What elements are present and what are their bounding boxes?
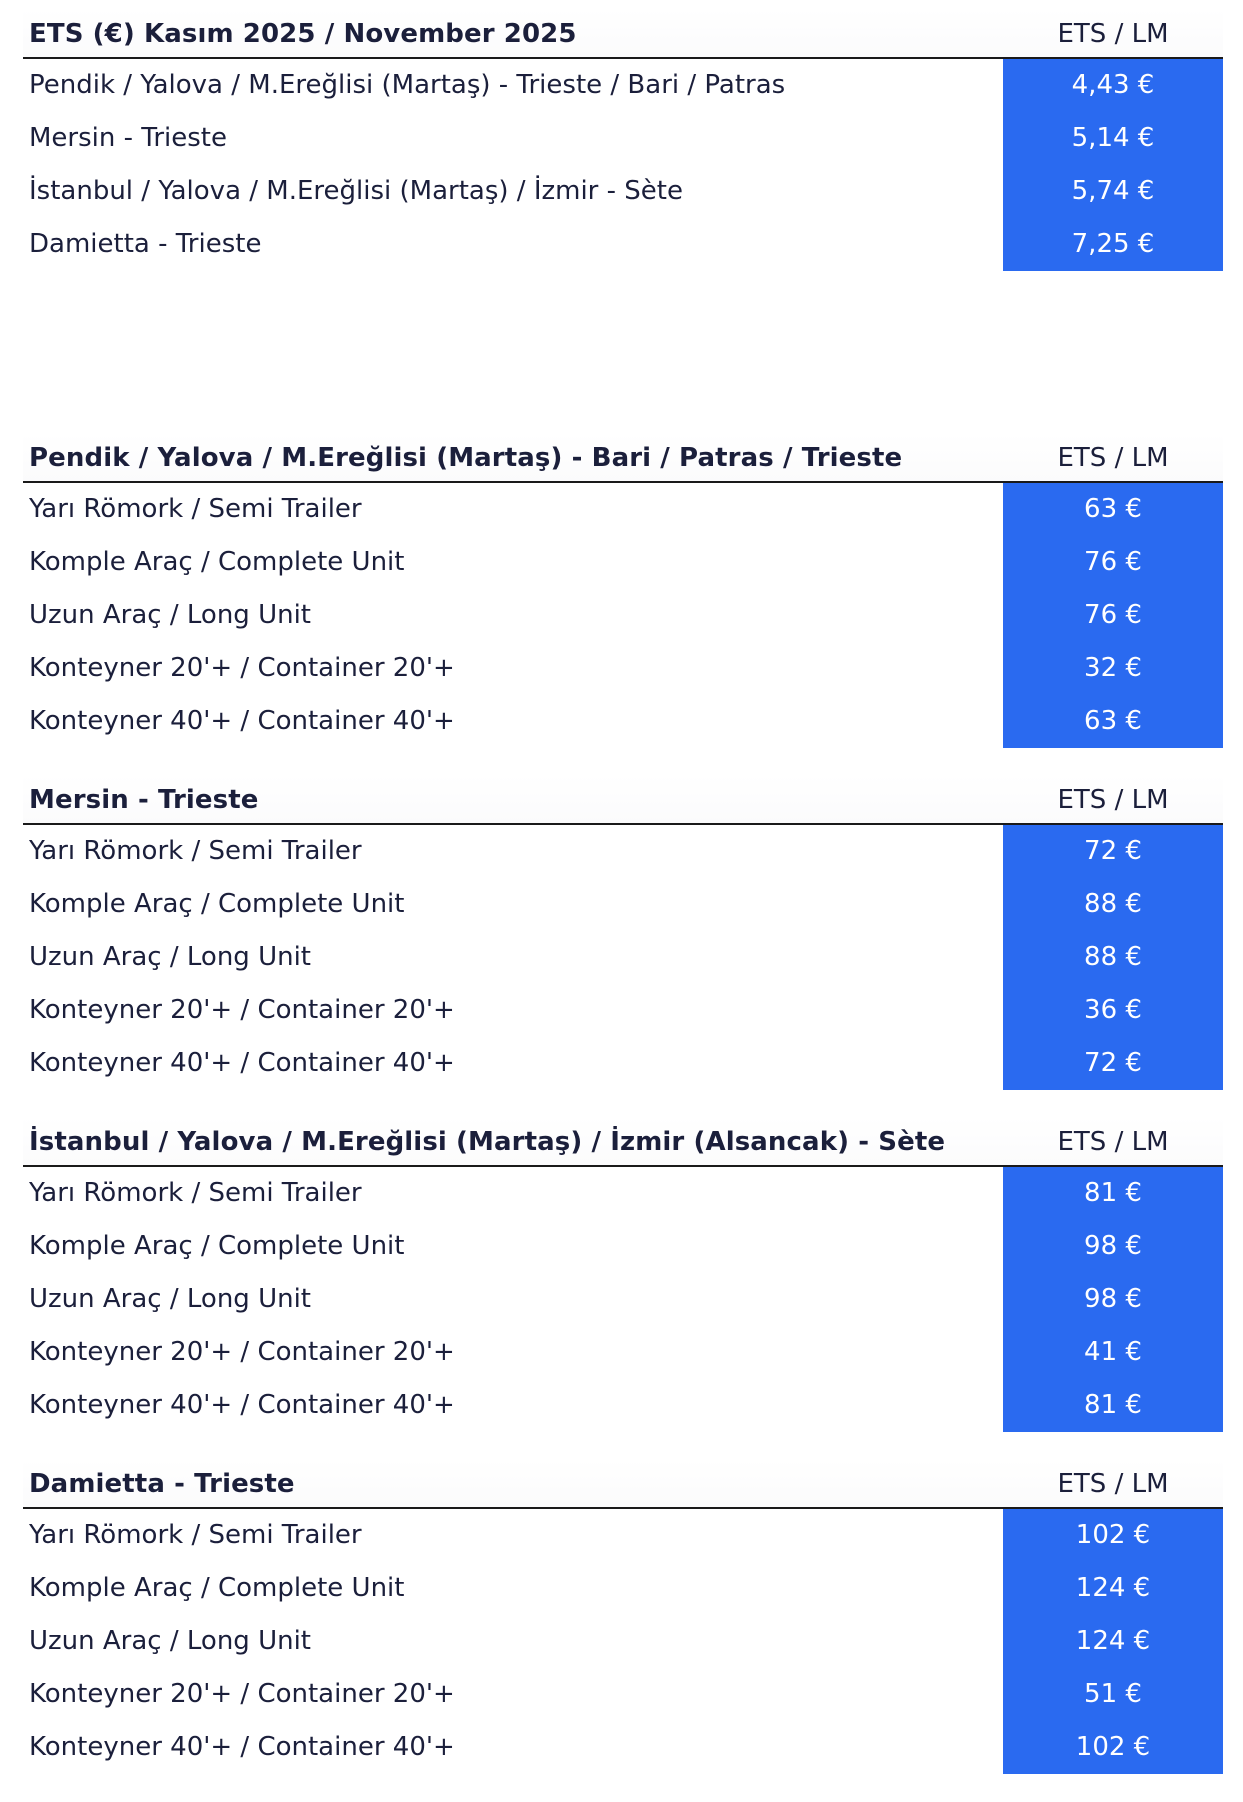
table-row — [23, 1615, 1223, 1668]
unit-type-label: Konteyner 20'+ / Container 20'+ — [29, 653, 455, 683]
ets-value-cell: 4,43 € — [1003, 59, 1223, 112]
ets-value-cell: 124 € — [1003, 1615, 1223, 1668]
table-title: İstanbul / Yalova / M.Ereğlisi (Martaş) / İzmir (Alsancak) - Sète — [29, 1127, 946, 1157]
table-row — [23, 1037, 1223, 1090]
table-title: Pendik / Yalova / M.Ereğlisi (Martaş) - Bari / Patras / Trieste — [29, 443, 903, 473]
ets-value-cell: 76 € — [1003, 536, 1223, 589]
table-title: Mersin - Trieste — [29, 785, 259, 815]
ets-value-cell: 63 € — [1003, 483, 1223, 536]
ets-value-cell: 51 € — [1003, 1668, 1223, 1721]
ets-value-cell: 81 € — [1003, 1379, 1223, 1432]
table-row — [23, 695, 1223, 748]
ets-value-cell: 88 € — [1003, 931, 1223, 984]
ets-value-cell: 98 € — [1003, 1273, 1223, 1326]
column-header: ETS / LM — [1057, 443, 1169, 473]
unit-type-label: Uzun Araç / Long Unit — [29, 942, 312, 972]
table-row — [23, 1668, 1223, 1721]
table-row — [23, 1379, 1223, 1432]
table-header — [23, 433, 1223, 483]
table-row — [23, 536, 1223, 589]
unit-type-label: Konteyner 40'+ / Container 40'+ — [29, 706, 455, 736]
ets-value-cell: 36 € — [1003, 984, 1223, 1037]
unit-type-label: Yarı Römork / Semi Trailer — [29, 1520, 362, 1550]
table-row — [23, 984, 1223, 1037]
unit-type-label: Yarı Römork / Semi Trailer — [29, 1178, 362, 1208]
unit-type-label: Konteyner 20'+ / Container 20'+ — [29, 995, 455, 1025]
ets-value-cell: 72 € — [1003, 1037, 1223, 1090]
table-header — [23, 9, 1223, 59]
column-header: ETS / LM — [1057, 785, 1169, 815]
table-row — [23, 165, 1223, 218]
unit-type-label: Konteyner 20'+ / Container 20'+ — [29, 1679, 455, 1709]
ets-value-cell: 88 € — [1003, 878, 1223, 931]
ets-value-cell: 72 € — [1003, 825, 1223, 878]
mersin-route-table — [23, 775, 1223, 1090]
ets-value-cell: 98 € — [1003, 1220, 1223, 1273]
ets-value-cell: 63 € — [1003, 695, 1223, 748]
table-row — [23, 1273, 1223, 1326]
column-header: ETS / LM — [1057, 1127, 1169, 1157]
unit-type-label: Komple Araç / Complete Unit — [29, 547, 405, 577]
table-row — [23, 218, 1223, 271]
table-row — [23, 1721, 1223, 1774]
unit-type-label: Komple Araç / Complete Unit — [29, 889, 405, 919]
unit-type-label: Konteyner 40'+ / Container 40'+ — [29, 1732, 455, 1762]
route-label: Mersin - Trieste — [29, 123, 227, 153]
ets-value-cell: 5,74 € — [1003, 165, 1223, 218]
route-label: Damietta - Trieste — [29, 229, 262, 259]
table-row — [23, 1167, 1223, 1220]
table-header — [23, 775, 1223, 825]
unit-type-label: Uzun Araç / Long Unit — [29, 1626, 312, 1656]
table-row — [23, 1562, 1223, 1615]
route-label: İstanbul / Yalova / M.Ereğlisi (Martaş) / İzmir - Sète — [29, 176, 683, 206]
table-header — [23, 1459, 1223, 1509]
unit-type-label: Konteyner 20'+ / Container 20'+ — [29, 1337, 455, 1367]
ets-summary-table — [23, 9, 1223, 271]
pendik-route-table — [23, 433, 1223, 748]
table-row — [23, 642, 1223, 695]
ets-value-cell: 76 € — [1003, 589, 1223, 642]
column-header: ETS / LM — [1057, 19, 1169, 49]
table-row — [23, 1326, 1223, 1379]
unit-type-label: Yarı Römork / Semi Trailer — [29, 836, 362, 866]
unit-type-label: Uzun Araç / Long Unit — [29, 600, 312, 630]
table-row — [23, 1220, 1223, 1273]
unit-type-label: Konteyner 40'+ / Container 40'+ — [29, 1390, 455, 1420]
table-row — [23, 112, 1223, 165]
ets-value-cell: 7,25 € — [1003, 218, 1223, 271]
route-label: Pendik / Yalova / M.Ereğlisi (Martaş) - Trieste / Bari / Patras — [29, 70, 786, 100]
table-row — [23, 589, 1223, 642]
column-header: ETS / LM — [1057, 1469, 1169, 1499]
ets-value-cell: 102 € — [1003, 1509, 1223, 1562]
ets-value-cell: 41 € — [1003, 1326, 1223, 1379]
table-title: Damietta - Trieste — [29, 1469, 295, 1499]
ets-value-cell: 124 € — [1003, 1562, 1223, 1615]
unit-type-label: Yarı Römork / Semi Trailer — [29, 494, 362, 524]
istanbul-route-table — [23, 1117, 1223, 1432]
damietta-route-table — [23, 1459, 1223, 1774]
unit-type-label: Konteyner 40'+ / Container 40'+ — [29, 1048, 455, 1078]
ets-value-cell: 81 € — [1003, 1167, 1223, 1220]
table-row — [23, 1509, 1223, 1562]
table-row — [23, 878, 1223, 931]
ets-value-cell: 5,14 € — [1003, 112, 1223, 165]
unit-type-label: Uzun Araç / Long Unit — [29, 1284, 312, 1314]
table-row — [23, 483, 1223, 536]
unit-type-label: Komple Araç / Complete Unit — [29, 1231, 405, 1261]
table-title: ETS (€) Kasım 2025 / November 2025 — [29, 19, 577, 49]
table-row — [23, 825, 1223, 878]
table-row — [23, 931, 1223, 984]
ets-value-cell: 32 € — [1003, 642, 1223, 695]
unit-type-label: Komple Araç / Complete Unit — [29, 1573, 405, 1603]
table-header — [23, 1117, 1223, 1167]
ets-value-cell: 102 € — [1003, 1721, 1223, 1774]
table-row — [23, 59, 1223, 112]
